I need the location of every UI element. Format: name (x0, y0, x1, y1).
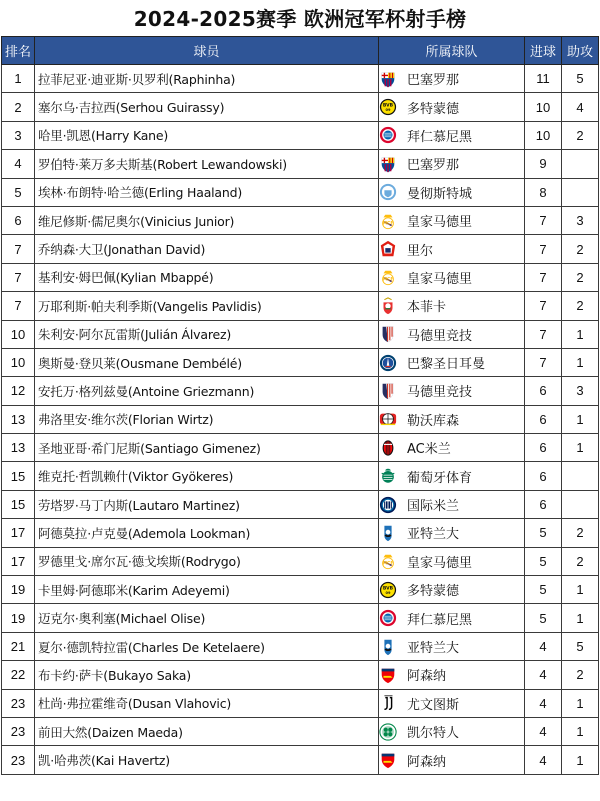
goals-cell: 8 (525, 178, 562, 206)
player-cell: 拉菲尼亚·迪亚斯·贝罗利(Raphinha) (35, 65, 379, 93)
team-wrap (379, 580, 524, 599)
table-row (2, 150, 599, 178)
team-name: 勒沃库森 (407, 413, 460, 429)
team-cell (379, 689, 525, 717)
svg-text:09: 09 (385, 590, 391, 595)
team-name: 拜仁慕尼黑 (407, 129, 473, 145)
assists-cell: 1 (562, 320, 599, 348)
svg-text:MCF: MCF (382, 278, 394, 284)
goals-cell: 7 (525, 320, 562, 348)
team-cell (379, 206, 525, 234)
dortmund-crest-icon (379, 581, 397, 599)
team-wrap (379, 467, 524, 486)
goals-cell: 5 (525, 604, 562, 632)
rank-cell: 3 (2, 121, 35, 149)
team-cell (379, 519, 525, 547)
player-cell: 罗伯特·莱万多夫斯基(Robert Lewandowski) (35, 150, 379, 178)
assists-cell: 1 (562, 348, 599, 376)
team-wrap (379, 694, 524, 713)
goals-cell: 5 (525, 519, 562, 547)
assists-cell: 5 (562, 632, 599, 660)
player-cell: 阿德莫拉·卢克曼(Ademola Lookman) (35, 519, 379, 547)
goals-cell: 4 (525, 717, 562, 745)
player-cell: 埃林·布朗特·哈兰德(Erling Haaland) (35, 178, 379, 206)
team-name: 多特蒙德 (407, 101, 460, 117)
assists-cell: 2 (562, 263, 599, 291)
header-goals: 进球 (525, 37, 562, 65)
team-cell (379, 121, 525, 149)
goals-cell: 6 (525, 490, 562, 518)
goals-cell: 11 (525, 65, 562, 93)
assists-cell: 1 (562, 405, 599, 433)
goals-cell: 4 (525, 661, 562, 689)
arsenal-crest-icon (379, 666, 397, 684)
goals-cell: 5 (525, 576, 562, 604)
team-cell (379, 405, 525, 433)
team-name: 阿森纳 (407, 754, 447, 770)
atletico-crest-icon (379, 382, 397, 400)
header-rank: 排名 (2, 37, 35, 65)
player-cell: 维尼修斯·儒尼奥尔(Vinicius Junior) (35, 206, 379, 234)
rank-cell: 22 (2, 661, 35, 689)
atletico-crest-icon (379, 325, 397, 343)
rank-cell: 13 (2, 405, 35, 433)
table-row (2, 576, 599, 604)
team-cell (379, 93, 525, 121)
rank-cell: 2 (2, 93, 35, 121)
goals-cell: 6 (525, 405, 562, 433)
rank-cell: 23 (2, 717, 35, 745)
team-cell (379, 377, 525, 405)
table-row (2, 65, 599, 93)
goals-cell: 7 (525, 206, 562, 234)
goals-cell: 7 (525, 235, 562, 263)
team-cell (379, 717, 525, 745)
team-cell (379, 292, 525, 320)
psg-crest-icon (379, 354, 397, 372)
rank-cell: 7 (2, 235, 35, 263)
team-wrap (379, 438, 524, 457)
header-assists: 助攻 (562, 37, 599, 65)
lille-crest-icon (379, 240, 397, 258)
player-cell: 哈里·凯恩(Harry Kane) (35, 121, 379, 149)
header-player: 球员 (35, 37, 379, 65)
player-cell: 朱利安·阿尔瓦雷斯(Julián Álvarez) (35, 320, 379, 348)
table-row (2, 519, 599, 547)
player-cell: 安托万·格列兹曼(Antoine Griezmann) (35, 377, 379, 405)
player-cell: 卡里姆·阿德耶米(Karim Adeyemi) (35, 576, 379, 604)
team-cell (379, 746, 525, 774)
table-row (2, 490, 599, 518)
assists-cell: 2 (562, 121, 599, 149)
team-cell (379, 65, 525, 93)
bayern-crest-icon (379, 126, 397, 144)
player-cell: 前田大然(Daizen Maeda) (35, 717, 379, 745)
table-row (2, 320, 599, 348)
team-wrap (379, 410, 524, 429)
team-wrap (379, 665, 524, 684)
svg-text:MCF: MCF (382, 221, 394, 227)
table-row (2, 434, 599, 462)
goals-cell: 6 (525, 434, 562, 462)
dortmund-crest-icon (379, 98, 397, 116)
team-cell (379, 235, 525, 263)
scorers-table (1, 36, 599, 775)
table-row (2, 405, 599, 433)
team-name: 葡萄牙体育 (407, 470, 473, 486)
team-wrap (379, 751, 524, 770)
team-cell (379, 576, 525, 604)
team-cell (379, 661, 525, 689)
player-cell: 劳塔罗·马丁内斯(Lautaro Martinez) (35, 490, 379, 518)
goals-cell: 4 (525, 746, 562, 774)
svg-text:MCF: MCF (382, 561, 394, 567)
team-wrap (379, 325, 524, 344)
player-cell: 乔纳森·大卫(Jonathan David) (35, 235, 379, 263)
assists-cell: 5 (562, 65, 599, 93)
rank-cell: 5 (2, 178, 35, 206)
player-cell: 布卡约·萨卡(Bukayo Saka) (35, 661, 379, 689)
player-cell: 迈克尔·奥利塞(Michael Olise) (35, 604, 379, 632)
team-wrap (379, 296, 524, 315)
team-cell (379, 434, 525, 462)
assists-cell: 1 (562, 576, 599, 604)
assists-cell: 1 (562, 717, 599, 745)
table-body (2, 65, 599, 775)
svg-text:09: 09 (385, 108, 391, 113)
rank-cell: 13 (2, 434, 35, 462)
table-row (2, 93, 599, 121)
goals-cell: 6 (525, 377, 562, 405)
table-row (2, 292, 599, 320)
acmilan-crest-icon (379, 439, 397, 457)
rank-cell: 1 (2, 65, 35, 93)
team-name: 多特蒙德 (407, 584, 460, 600)
rank-cell: 21 (2, 632, 35, 660)
rank-cell: 23 (2, 689, 35, 717)
team-wrap (379, 69, 524, 88)
player-cell: 塞尔乌·吉拉西(Serhou Guirassy) (35, 93, 379, 121)
assists-cell: 3 (562, 377, 599, 405)
assists-cell: 1 (562, 604, 599, 632)
rank-cell: 17 (2, 547, 35, 575)
team-name: 马德里竞技 (407, 385, 473, 401)
goals-cell: 7 (525, 263, 562, 291)
table-row (2, 235, 599, 263)
arsenal-crest-icon (379, 751, 397, 769)
assists-cell (562, 462, 599, 490)
rank-cell: 6 (2, 206, 35, 234)
team-wrap (379, 609, 524, 628)
team-name: 国际米兰 (407, 499, 460, 515)
team-name: 尤文图斯 (407, 697, 460, 713)
atalanta-crest-icon (379, 524, 397, 542)
rank-cell: 15 (2, 462, 35, 490)
team-name: 巴塞罗那 (407, 73, 460, 89)
team-cell (379, 263, 525, 291)
team-name: 皇家马德里 (407, 215, 473, 231)
rank-cell: 7 (2, 292, 35, 320)
team-cell (379, 320, 525, 348)
table-row (2, 746, 599, 774)
player-cell: 奥斯曼·登贝莱(Ousmane Dembélé) (35, 348, 379, 376)
rank-cell: 17 (2, 519, 35, 547)
assists-cell (562, 490, 599, 518)
team-cell (379, 632, 525, 660)
goals-cell: 5 (525, 547, 562, 575)
table-row (2, 604, 599, 632)
player-cell: 基利安·姆巴佩(Kylian Mbappé) (35, 263, 379, 291)
rank-cell: 10 (2, 348, 35, 376)
assists-cell: 2 (562, 547, 599, 575)
bayern-crest-icon (379, 609, 397, 627)
player-cell: 夏尔·德凯特拉雷(Charles De Ketelaere) (35, 632, 379, 660)
celtic-crest-icon (379, 723, 397, 741)
team-cell (379, 547, 525, 575)
team-name: 拜仁慕尼黑 (407, 612, 473, 628)
team-name: 亚特兰大 (407, 641, 460, 656)
rank-cell: 12 (2, 377, 35, 405)
player-cell: 凯·哈弗茨(Kai Havertz) (35, 746, 379, 774)
rank-cell: 23 (2, 746, 35, 774)
team-cell (379, 462, 525, 490)
table-row (2, 547, 599, 575)
team-name: 马德里竞技 (407, 328, 473, 344)
svg-text:BVB: BVB (382, 586, 394, 592)
assists-cell: 2 (562, 519, 599, 547)
rank-cell: 4 (2, 150, 35, 178)
team-wrap (379, 381, 524, 400)
table-row (2, 178, 599, 206)
team-name: 皇家马德里 (407, 555, 473, 571)
goals-cell: 7 (525, 292, 562, 320)
team-wrap (379, 523, 524, 542)
goals-cell: 4 (525, 689, 562, 717)
team-name: 阿森纳 (407, 669, 447, 685)
team-wrap (379, 98, 524, 117)
barcelona-crest-icon (379, 70, 397, 88)
table-row (2, 263, 599, 291)
assists-cell: 2 (562, 235, 599, 263)
table-row (2, 661, 599, 689)
assists-cell (562, 178, 599, 206)
table-row (2, 717, 599, 745)
assists-cell: 3 (562, 206, 599, 234)
team-cell (379, 604, 525, 632)
team-wrap (379, 637, 524, 656)
player-cell: 维克托·哲凯赖什(Viktor Gyökeres) (35, 462, 379, 490)
team-name: 曼彻斯特城 (407, 186, 473, 202)
assists-cell (562, 150, 599, 178)
player-cell: 万耶利斯·帕夫利季斯(Vangelis Pavlidis) (35, 292, 379, 320)
barcelona-crest-icon (379, 155, 397, 173)
goals-cell: 10 (525, 121, 562, 149)
inter-crest-icon (379, 496, 397, 514)
juventus-crest-icon (379, 694, 397, 712)
assists-cell: 4 (562, 93, 599, 121)
goals-cell: 9 (525, 150, 562, 178)
atalanta-crest-icon (379, 638, 397, 656)
team-wrap (379, 722, 524, 741)
table-row (2, 689, 599, 717)
rank-cell: 19 (2, 604, 35, 632)
realmadrid-crest-icon (379, 268, 397, 286)
team-cell (379, 348, 525, 376)
team-wrap (379, 240, 524, 259)
team-wrap (379, 154, 524, 173)
goals-cell: 10 (525, 93, 562, 121)
assists-cell: 2 (562, 292, 599, 320)
team-wrap (379, 353, 524, 372)
player-cell: 圣地亚哥·希门尼斯(Santiago Gimenez) (35, 434, 379, 462)
team-wrap (379, 183, 524, 202)
team-name: 里尔 (407, 243, 434, 259)
team-wrap (379, 552, 524, 571)
assists-cell: 1 (562, 434, 599, 462)
table-row (2, 377, 599, 405)
rank-cell: 15 (2, 490, 35, 518)
assists-cell: 1 (562, 689, 599, 717)
assists-cell: 2 (562, 661, 599, 689)
realmadrid-crest-icon (379, 552, 397, 570)
page-title: 2024-2025赛季 欧洲冠军杯射手榜 (133, 7, 467, 31)
team-wrap (379, 268, 524, 287)
team-name: 巴塞罗那 (407, 158, 460, 174)
team-wrap (379, 126, 524, 145)
player-cell: 杜尚·弗拉霍维奇(Dusan Vlahovic) (35, 689, 379, 717)
mancity-crest-icon (379, 183, 397, 201)
header-team: 所属球队 (379, 37, 525, 65)
svg-text:BVB: BVB (382, 103, 394, 109)
team-wrap (379, 211, 524, 230)
benfica-crest-icon (379, 297, 397, 315)
team-cell (379, 490, 525, 518)
goals-cell: 4 (525, 632, 562, 660)
player-cell: 弗洛里安·维尔茨(Florian Wirtz) (35, 405, 379, 433)
goals-cell: 7 (525, 348, 562, 376)
goals-cell: 6 (525, 462, 562, 490)
table-row (2, 632, 599, 660)
team-wrap (379, 495, 524, 514)
table-row (2, 206, 599, 234)
leverkusen-crest-icon (379, 410, 397, 428)
team-name: 亚特兰大 (407, 527, 460, 543)
team-cell (379, 150, 525, 178)
table-row (2, 462, 599, 490)
rank-cell: 19 (2, 576, 35, 604)
rank-cell: 10 (2, 320, 35, 348)
team-name: AC米兰 (407, 442, 451, 458)
team-name: 本菲卡 (407, 300, 447, 316)
table-row (2, 121, 599, 149)
assists-cell: 1 (562, 746, 599, 774)
realmadrid-crest-icon (379, 212, 397, 230)
team-name: 巴黎圣日耳曼 (407, 357, 486, 373)
rank-cell: 7 (2, 263, 35, 291)
sporting-crest-icon (379, 467, 397, 485)
table-row (2, 348, 599, 376)
team-name: 皇家马德里 (407, 271, 473, 287)
team-cell (379, 178, 525, 206)
team-name: 凯尔特人 (407, 726, 460, 742)
table-header-row (2, 37, 599, 65)
player-cell: 罗德里戈·席尔瓦·德戈埃斯(Rodrygo) (35, 547, 379, 575)
